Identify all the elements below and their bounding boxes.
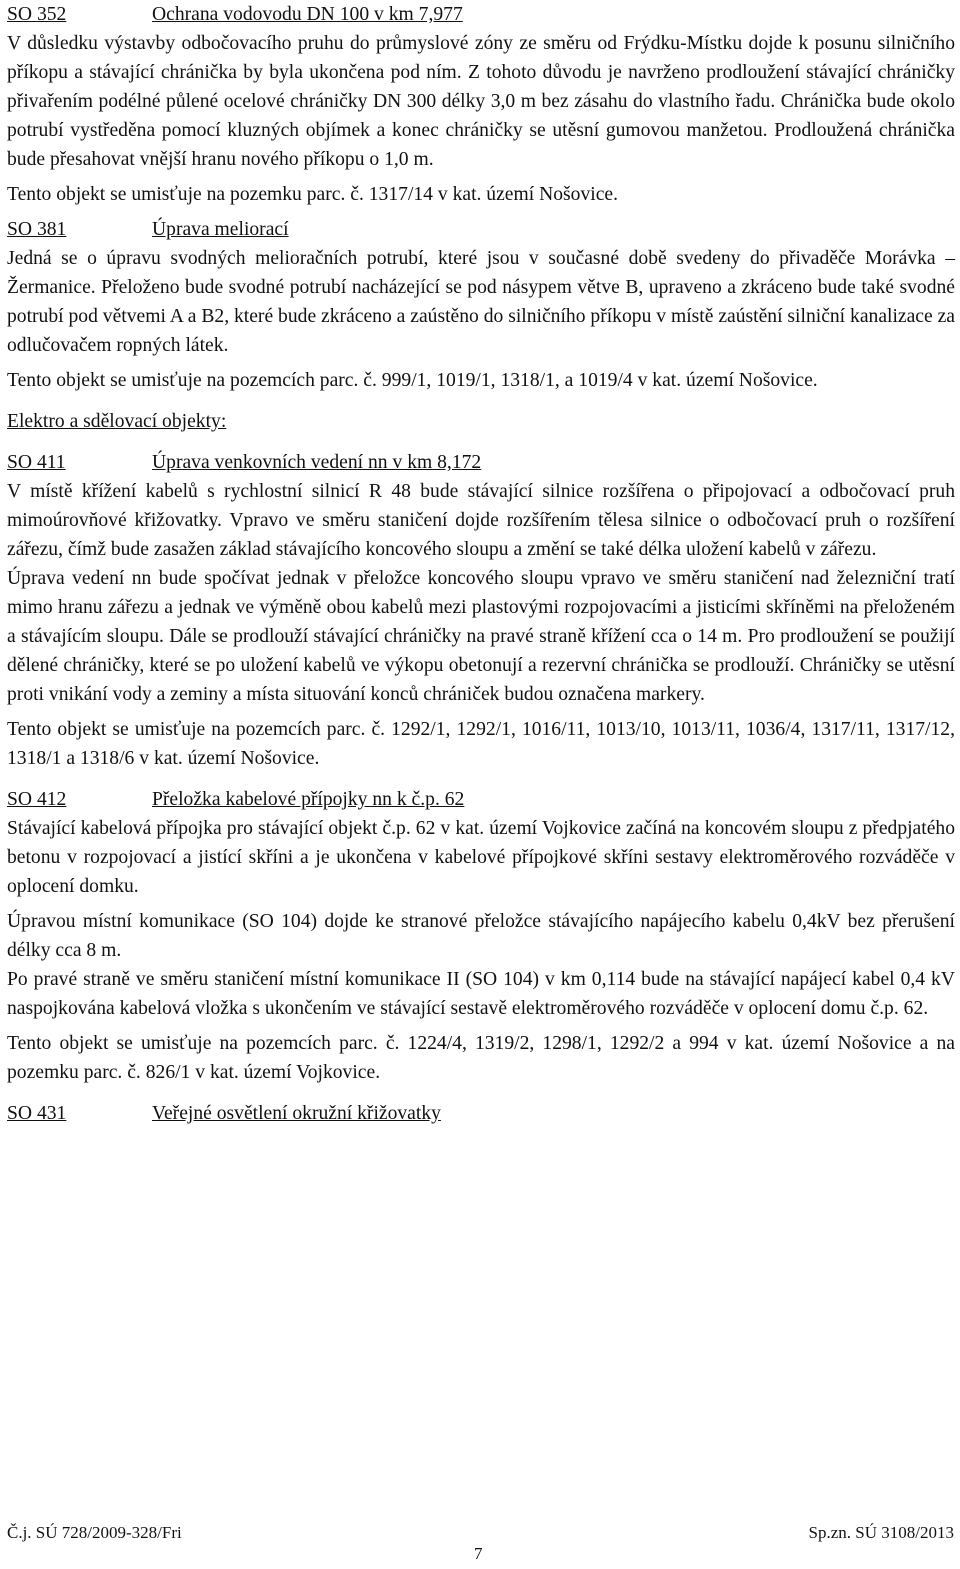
section-heading-so352 — [7, 0, 955, 29]
section-heading-so411 — [7, 448, 955, 477]
footer-file-number: Sp.zn. SÚ 3108/2013 — [808, 1523, 954, 1542]
section-title: Úprava meliorací — [152, 219, 289, 240]
section-code: SO 431 — [7, 1103, 67, 1124]
section-heading-so381 — [7, 215, 955, 244]
section-code: SO 352 — [7, 4, 67, 25]
paragraph: V místě křížení kabelů s rychlostní silnicí R 48 bude stávající silnice rozšířena o připojovací a odbočovací pruh mimoúrovňové křižovatky. Vpravo ve směru staničení dojde rozšířením tělesa silnice o odbočovací pruh o rozšíření zářezu, čímž bude zasažen základ stávajícího koncového sloupu a změní se také délka uložení kabelů v zářezu. — [7, 481, 955, 560]
paragraph: Po pravé straně ve směru staničení místní komunikace II (SO 104) v km 0,114 bude na stávající napájecí kabel 0,4 kV naspojkována kabelová vložka s ukončením ve stávající sestavě elektroměrového rozváděče v oplocení domu č.p. 62. — [7, 969, 955, 1019]
section-heading-so431 — [7, 1099, 955, 1128]
section-code: SO 412 — [7, 789, 67, 810]
section-heading-so412 — [7, 785, 955, 814]
paragraph: Tento objekt se umisťuje na pozemcích parc. č. 1292/1, 1292/1, 1016/11, 1013/10, 1013/11, 1036/4, 1317/11, 1317/12, 1318/1 a 1318/6 v kat. území Nošovice. — [7, 719, 955, 769]
paragraph: Úprava vedení nn bude spočívat jednak v přeložce koncového sloupu vpravo ve směru staničení nad železniční tratí mimo hranu zářezu a jednak ve výměně obou kabelů mezi plastovými rozpojovacími a jisticími skříněmi na přeloženém a stávajícím sloupu. Dále se prodlouží stávající chráničky na pravé straně křížení cca o 14 m. Pro prodloužení se použijí dělené chráničky, které se po uložení kabelů ve výkopu obetonují a rezervní chránička se prodlouží. Chráničky se utěsní proti vnikání vody a zeminy a místa situování konců chrániček budou označena markery. — [7, 568, 955, 705]
paragraph: Úpravou místní komunikace (SO 104) dojde ke stranové přeložce stávajícího napájecího kabelu 0,4kV bez přerušení délky cca 8 m. — [7, 911, 955, 961]
section-heading-elektro — [7, 407, 955, 436]
section-code: SO 381 — [7, 219, 67, 240]
section-title: Ochrana vodovodu DN 100 v km 7,977 — [152, 4, 463, 25]
paragraph: Tento objekt se umisťuje na pozemcích parc. č. 999/1, 1019/1, 1318/1, a 1019/4 v kat. území Nošovice. — [7, 370, 818, 391]
paragraph: V důsledku výstavby odbočovacího pruhu do průmyslové zóny ze směru od Frýdku-Místku dojde k posunu silničního příkopu a stávající chránička by byla ukončena pod ním. Z tohoto důvodu je navrženo prodloužení stávající chráničky přivařením podélné půlené ocelové chráničky DN 300 délky 3,0 m bez zásahu do vlastního řadu. Chránička bude okolo potrubí vystředěna pomocí kluzných objímek a konec chráničky se utěsní gumovou manžetou. Prodloužená chránička bude přesahovat vnější hranu nového příkopu o 1,0 m. — [7, 33, 955, 170]
section-code: SO 411 — [7, 452, 66, 473]
footer-reference-number: Č.j. SÚ 728/2009-328/Fri — [7, 1523, 182, 1542]
paragraph: Tento objekt se umisťuje na pozemku parc. č. 1317/14 v kat. území Nošovice. — [7, 184, 618, 205]
section-title: Přeložka kabelové přípojky nn k č.p. 62 — [152, 789, 465, 810]
section-title: Úprava venkovních vedení nn v km 8,172 — [152, 452, 482, 473]
paragraph: Stávající kabelová přípojka pro stávající objekt č.p. 62 v kat. území Vojkovice začíná na koncovém sloupu z předpjatého betonu v rozpojovací a jistící skříni a je ukončena v kabelové přípojkové skříni sestavy elektroměrového rozváděče v oplocení domku. — [7, 818, 955, 897]
paragraph: Jedná se o úpravu svodných melioračních potrubí, které jsou v současné době svedeny do přivaděče Morávka – Žermanice. Přeloženo bude svodné potrubí nacházející se pod násypem větve B, upraveno a zkráceno bude také svodné potrubí pod větvemi A a B2, které bude zkráceno a zaústěno do silničního příkopu v místě zaústění silniční kanalizace za odlučovačem ropných látek. — [7, 248, 955, 356]
section-title: Veřejné osvětlení okružní křižovatky — [152, 1103, 441, 1124]
section-title: Elektro a sdělovací objekty: — [7, 411, 227, 432]
document-page — [7, 0, 955, 1128]
page-number: 7 — [474, 1544, 483, 1563]
paragraph: Tento objekt se umisťuje na pozemcích parc. č. 1224/4, 1319/2, 1298/1, 1292/2 a 994 v kat. území Nošovice a na pozemku parc. č. 826/1 v kat. území Vojkovice. — [7, 1033, 955, 1083]
